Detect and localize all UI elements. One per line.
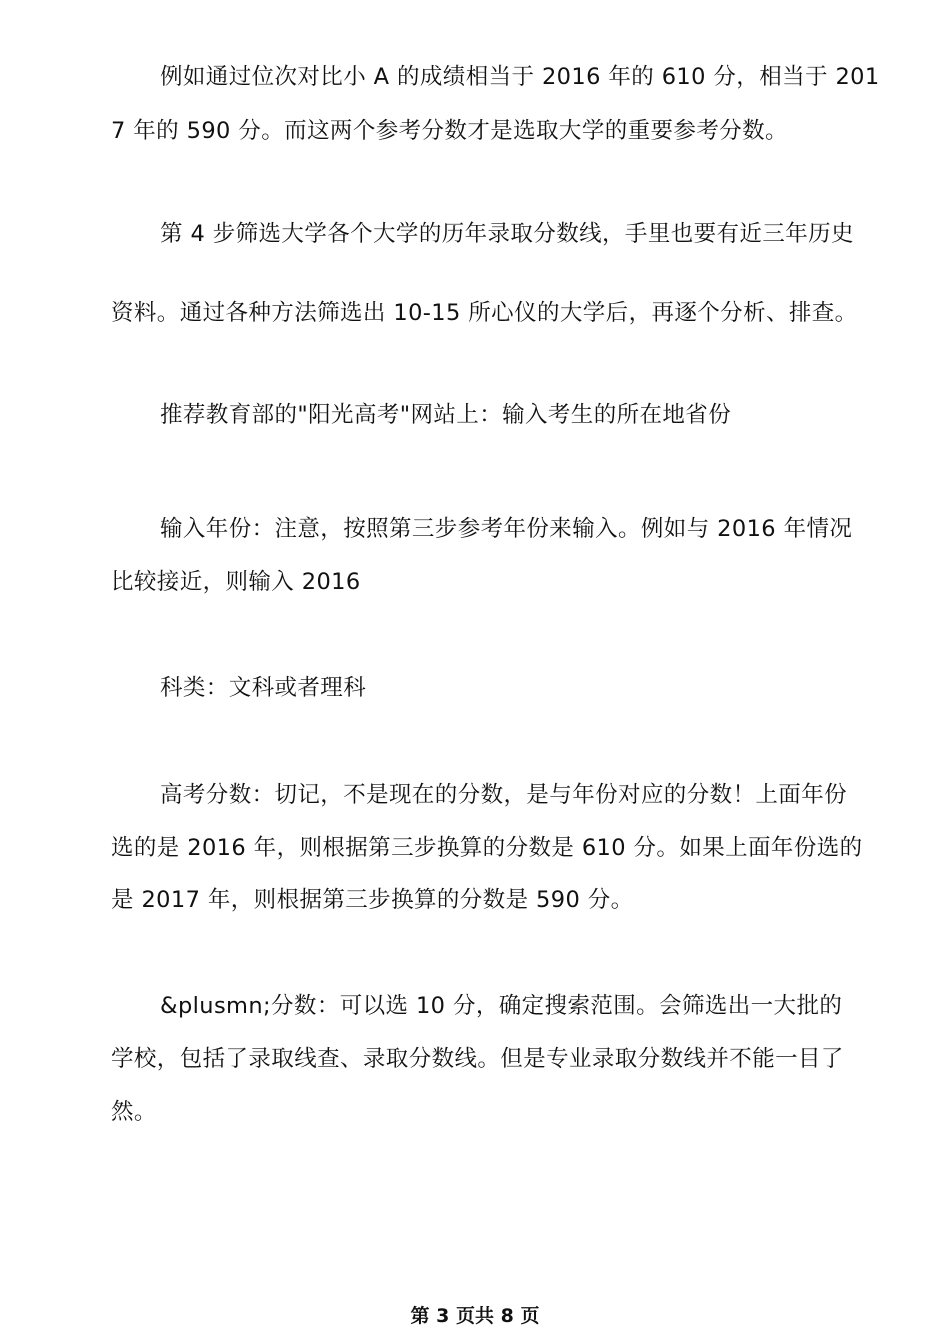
text-line: 7 年的 590 分。而这两个参考分数才是选取大学的重要参考分数。	[111, 118, 788, 144]
text-line: 输入年份：注意，按照第三步参考年份来输入。例如与 2016 年情况	[160, 516, 853, 542]
text-line: 是 2017 年，则根据第三步换算的分数是 590 分。	[111, 887, 634, 913]
text-line: 推荐教育部的"阳光高考"网站上：输入考生的所在地省份	[160, 402, 732, 428]
text-line: 比较接近，则输入 2016	[111, 569, 361, 595]
text-line: 例如通过位次对比小 A 的成绩相当于 2016 年的 610 分，相当于 201	[160, 64, 880, 90]
page-number-footer: 第 3 页共 8 页	[410, 1305, 540, 1327]
text-line: 选的是 2016 年，则根据第三步换算的分数是 610 分。如果上面年份选的	[111, 835, 863, 861]
text-line: 资料。通过各种方法筛选出 10-15 所心仪的大学后，再逐个分析、排查。	[111, 300, 858, 326]
text-line: 高考分数：切记，不是现在的分数，是与年份对应的分数！上面年份	[160, 782, 848, 808]
text-line: 第 4 步筛选大学各个大学的历年录取分数线，手里也要有近三年历史	[160, 221, 854, 247]
text-line: 科类：文科或者理科	[160, 675, 367, 701]
text-line: &plusmn;分数：可以选 10 分，确定搜索范围。会筛选出一大批的	[160, 993, 843, 1019]
text-line: 然。	[111, 1099, 157, 1125]
text-line: 学校，包括了录取线查、录取分数线。但是专业录取分数线并不能一目了	[111, 1046, 844, 1072]
